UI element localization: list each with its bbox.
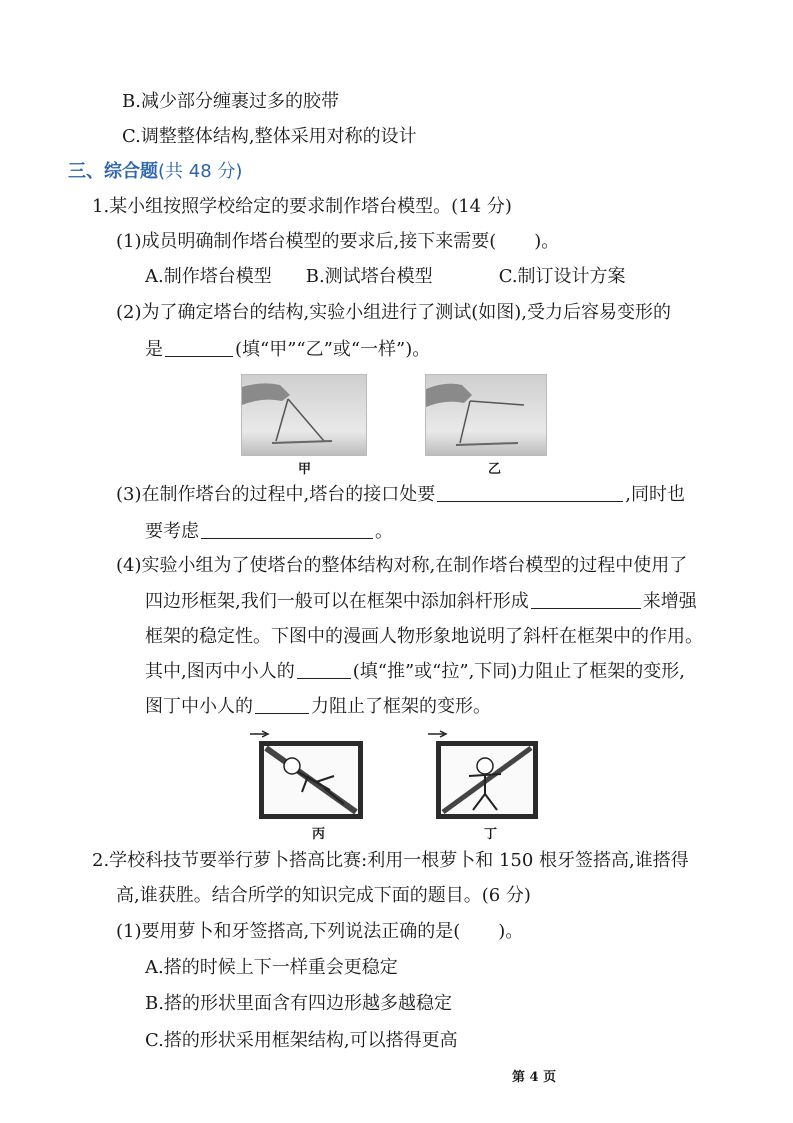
q1-p3-text2: 要考虑 <box>145 521 199 542</box>
fig-label-bing: 丙 <box>312 827 326 842</box>
answer-blank[interactable] <box>165 338 233 357</box>
q1-p1-text: (1)成员明确制作塔台模型的要求后,接下来需要( <box>116 231 497 252</box>
q1-p1-options <box>145 264 626 290</box>
hand-press-yi-illustration <box>426 375 546 455</box>
option-b: B.测试塔台模型 <box>305 266 433 287</box>
arrow-right-icon <box>250 730 270 738</box>
q1-p4-end5: 力阻止了框架的变形。 <box>311 696 491 717</box>
frame-ding <box>436 741 538 819</box>
page-prefix: 第 <box>512 1070 526 1085</box>
q1-p4-line5 <box>145 694 491 720</box>
q1-p4-end4: (填“推”或“拉”,下同)力阻止了框架的变形, <box>352 661 686 682</box>
q1-p3-line1 <box>116 482 685 508</box>
page-number <box>512 1066 556 1085</box>
option-c: C.制订设计方案 <box>498 266 626 287</box>
q1-p4-line4 <box>145 659 685 685</box>
photo-jia <box>241 374 367 456</box>
answer-blank[interactable] <box>297 660 351 679</box>
hand-press-jia-illustration <box>242 375 366 455</box>
q1-p3-line2 <box>145 519 393 545</box>
q1-p4-text4: 其中,图丙中小人的 <box>145 661 295 682</box>
answer-blank[interactable] <box>255 695 309 714</box>
frame-bing <box>259 741 363 819</box>
q1-p2-line1: (2)为了确定塔台的结构,实验小组进行了测试(如图),受力后容易变形的 <box>116 302 671 323</box>
q1-stem: 1.某小组按照学校给定的要求制作塔台模型。(14 分) <box>92 196 512 217</box>
q2-option-b: B.搭的形状里面含有四边形越多越稳定 <box>145 993 452 1014</box>
q2-line1: 2.学校科技节要举行萝卜搭高比赛:利用一根萝卜和 150 根牙签搭高,谁搭得 <box>92 850 689 871</box>
photo-yi <box>425 374 547 456</box>
answer-blank[interactable] <box>531 590 641 609</box>
option-a: A.制作塔台模型 <box>145 266 272 287</box>
pushing-figure-illustration <box>264 746 358 814</box>
q2-p1-text: (1)要用萝卜和牙签搭高,下列说法正确的是( <box>116 921 461 942</box>
q1-p1 <box>116 229 559 255</box>
q1-p4-line2 <box>145 589 697 615</box>
answer-blank[interactable] <box>437 483 623 502</box>
section-heading <box>68 159 242 185</box>
q1-p4-text5: 图丁中小人的 <box>145 696 253 717</box>
q1-p3-text: (3)在制作塔台的过程中,塔台的接口处要 <box>116 484 436 505</box>
q1-p3-end: ,同时也 <box>625 484 685 505</box>
q2-option-a: A.搭的时候上下一样重会更稳定 <box>145 957 398 978</box>
q2-option-c: C.搭的形状采用框架结构,可以搭得更高 <box>145 1030 458 1051</box>
fig-label-yi: 乙 <box>488 462 502 477</box>
section-title: 三、综合题 <box>68 161 158 182</box>
fig-label-jia: 甲 <box>298 462 312 477</box>
option-c-continued: C.调整整体结构,整体采用对称的设计 <box>122 126 417 147</box>
q2-p1-end: )。 <box>498 921 524 942</box>
q2-line2: 高,谁获胜。结合所学的知识完成下面的题目。(6 分) <box>116 885 531 906</box>
q1-p4-line3: 框架的稳定性。下图中的漫画人物形象地说明了斜杆在框架中的作用。 <box>145 626 703 647</box>
fig-label-ding: 丁 <box>484 827 498 842</box>
answer-blank[interactable] <box>201 520 373 539</box>
page-num: 4 <box>529 1070 539 1085</box>
section-points: (共 48 分) <box>158 161 243 182</box>
pulling-figure-illustration <box>441 746 533 814</box>
option-b-continued: B.减少部分缠裹过多的胶带 <box>122 91 339 112</box>
page-suffix: 页 <box>543 1070 557 1085</box>
q1-p2-line2 <box>145 337 430 363</box>
q1-p4-end2: 来增强 <box>642 591 697 612</box>
q1-p4-line1: (4)实验小组为了使塔台的整体结构对称,在制作塔台模型的过程中使用了 <box>116 555 688 576</box>
q1-p1-end: )。 <box>534 231 560 252</box>
q1-p2-label: 是 <box>145 339 163 360</box>
q1-p4-text2: 四边形框架,我们一般可以在框架中添加斜杆形成 <box>145 591 529 612</box>
q1-p2-hint: (填“甲”“乙”或“一样”)。 <box>235 339 431 360</box>
arrow-right-icon <box>428 730 448 738</box>
q2-p1 <box>116 919 523 945</box>
q1-p3-end2: 。 <box>375 521 393 542</box>
